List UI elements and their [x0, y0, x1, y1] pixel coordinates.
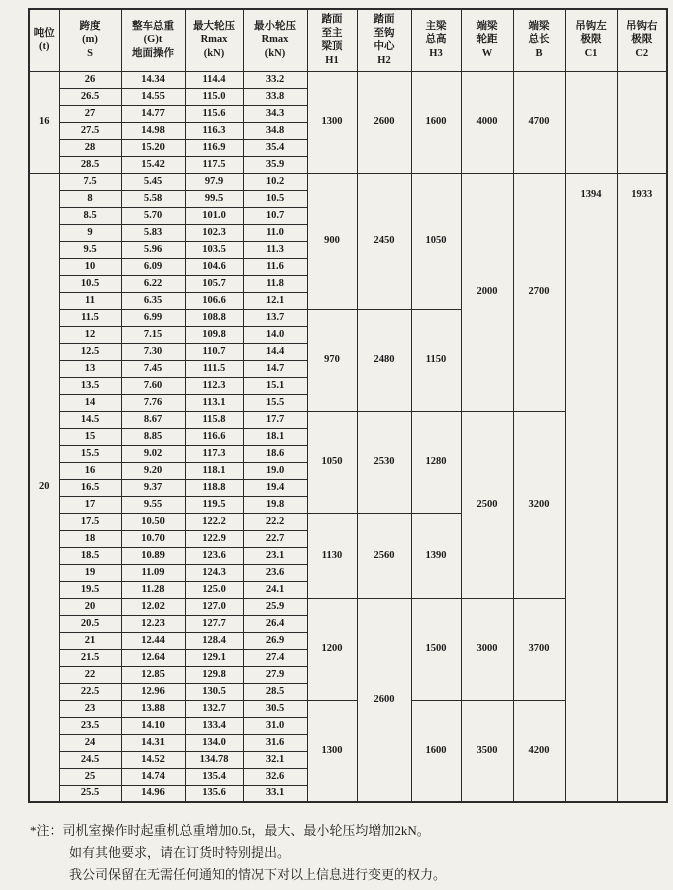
h3-cell: 1600 — [411, 71, 461, 173]
rmax-cell: 116.9 — [185, 139, 243, 156]
rmin-cell: 10.2 — [243, 173, 307, 190]
span-cell: 17 — [59, 496, 121, 513]
w-cell: 3000 — [461, 598, 513, 700]
span-cell: 14.5 — [59, 411, 121, 428]
rmin-cell: 17.7 — [243, 411, 307, 428]
weight-cell: 10.70 — [121, 530, 185, 547]
note-text-3: 我公司保留在无需任何通知的情况下对以上信息进行变更的权力。 — [69, 867, 447, 882]
span-cell: 13 — [59, 360, 121, 377]
h1-cell: 1130 — [307, 513, 357, 598]
rmax-cell: 129.8 — [185, 666, 243, 683]
rmin-cell: 18.6 — [243, 445, 307, 462]
weight-cell: 12.96 — [121, 683, 185, 700]
column-header-span: 跨度 (m) S — [59, 9, 121, 71]
rmin-cell: 14.7 — [243, 360, 307, 377]
weight-cell: 5.45 — [121, 173, 185, 190]
h2-cell: 2530 — [357, 411, 411, 513]
w-cell: 4000 — [461, 71, 513, 173]
rmin-cell: 27.9 — [243, 666, 307, 683]
weight-cell: 7.30 — [121, 343, 185, 360]
rmin-cell: 32.1 — [243, 751, 307, 768]
weight-cell: 8.85 — [121, 428, 185, 445]
rmax-cell: 118.1 — [185, 462, 243, 479]
rmax-cell: 129.1 — [185, 649, 243, 666]
note-text-2: 如有其他要求，请在订货时特别提出。 — [69, 845, 291, 860]
rmax-cell: 105.7 — [185, 275, 243, 292]
span-cell: 11 — [59, 292, 121, 309]
rmax-cell: 99.5 — [185, 190, 243, 207]
rmax-cell: 111.5 — [185, 360, 243, 377]
span-cell: 19 — [59, 564, 121, 581]
span-cell: 9 — [59, 224, 121, 241]
weight-cell: 12.64 — [121, 649, 185, 666]
weight-cell: 6.35 — [121, 292, 185, 309]
h1-cell: 970 — [307, 309, 357, 411]
span-cell: 12 — [59, 326, 121, 343]
rmin-cell: 33.8 — [243, 88, 307, 105]
rmin-cell: 15.5 — [243, 394, 307, 411]
b-cell: 3200 — [513, 411, 565, 598]
rmin-cell: 10.5 — [243, 190, 307, 207]
weight-cell: 7.15 — [121, 326, 185, 343]
h1-cell: 900 — [307, 173, 357, 309]
span-cell: 9.5 — [59, 241, 121, 258]
weight-cell: 14.55 — [121, 88, 185, 105]
rmax-cell: 119.5 — [185, 496, 243, 513]
weight-cell: 9.02 — [121, 445, 185, 462]
header-row — [29, 9, 667, 71]
tonnage-cell: 16 — [29, 71, 59, 173]
weight-cell: 14.77 — [121, 105, 185, 122]
c2-cell — [617, 71, 667, 173]
rmin-cell: 25.9 — [243, 598, 307, 615]
span-cell: 24 — [59, 734, 121, 751]
h1-cell: 1300 — [307, 71, 357, 173]
h3-cell: 1600 — [411, 700, 461, 802]
span-cell: 24.5 — [59, 751, 121, 768]
rmax-cell: 113.1 — [185, 394, 243, 411]
rmax-cell: 115.8 — [185, 411, 243, 428]
rmax-cell: 117.3 — [185, 445, 243, 462]
rmax-cell: 122.2 — [185, 513, 243, 530]
rmax-cell: 133.4 — [185, 717, 243, 734]
b-cell: 2700 — [513, 173, 565, 411]
weight-cell: 9.55 — [121, 496, 185, 513]
span-cell: 18.5 — [59, 547, 121, 564]
h3-cell: 1050 — [411, 173, 461, 309]
rmax-cell: 108.8 — [185, 309, 243, 326]
rmax-cell: 128.4 — [185, 632, 243, 649]
rmin-cell: 19.0 — [243, 462, 307, 479]
tonnage-cell: 20 — [29, 173, 59, 802]
span-cell: 20 — [59, 598, 121, 615]
weight-cell: 14.96 — [121, 785, 185, 802]
span-cell: 28 — [59, 139, 121, 156]
note-text-1: 司机室操作时起重机总重增加0.5t，最大、最小轮压均增加2kN。 — [62, 823, 430, 838]
rmin-cell: 28.5 — [243, 683, 307, 700]
span-cell: 27.5 — [59, 122, 121, 139]
span-cell: 22.5 — [59, 683, 121, 700]
span-cell: 7.5 — [59, 173, 121, 190]
rmin-cell: 15.1 — [243, 377, 307, 394]
column-header-weight: 整车总重 (G)t 地面操作 — [121, 9, 185, 71]
table-body — [29, 71, 667, 802]
span-cell: 15 — [59, 428, 121, 445]
rmin-cell: 18.1 — [243, 428, 307, 445]
span-cell: 23.5 — [59, 717, 121, 734]
rmax-cell: 122.9 — [185, 530, 243, 547]
rmin-cell: 32.6 — [243, 768, 307, 785]
rmin-cell: 14.0 — [243, 326, 307, 343]
weight-cell: 7.60 — [121, 377, 185, 394]
rmax-cell: 109.8 — [185, 326, 243, 343]
weight-cell: 9.20 — [121, 462, 185, 479]
column-header-w: 端梁 轮距 W — [461, 9, 513, 71]
h2-cell: 2560 — [357, 513, 411, 598]
span-cell: 14 — [59, 394, 121, 411]
h1-cell: 1300 — [307, 700, 357, 802]
span-cell: 21 — [59, 632, 121, 649]
c2-cell: 1933 — [617, 173, 667, 802]
rmin-cell: 13.7 — [243, 309, 307, 326]
w-cell: 3500 — [461, 700, 513, 802]
weight-cell: 5.83 — [121, 224, 185, 241]
weight-cell: 11.09 — [121, 564, 185, 581]
b-cell: 4200 — [513, 700, 565, 802]
weight-cell: 12.85 — [121, 666, 185, 683]
weight-cell: 15.42 — [121, 156, 185, 173]
weight-cell: 12.23 — [121, 615, 185, 632]
note-line-3 — [30, 864, 446, 886]
weight-cell: 9.37 — [121, 479, 185, 496]
weight-cell: 14.34 — [121, 71, 185, 88]
rmin-cell: 11.8 — [243, 275, 307, 292]
rmin-cell: 23.1 — [243, 547, 307, 564]
span-cell: 28.5 — [59, 156, 121, 173]
span-cell: 18 — [59, 530, 121, 547]
rmax-cell: 117.5 — [185, 156, 243, 173]
rmin-cell: 14.4 — [243, 343, 307, 360]
rmin-cell: 19.4 — [243, 479, 307, 496]
rmin-cell: 26.9 — [243, 632, 307, 649]
rmin-cell: 12.1 — [243, 292, 307, 309]
weight-cell: 5.58 — [121, 190, 185, 207]
weight-cell: 12.02 — [121, 598, 185, 615]
column-header-rmin: 最小轮压 Rmax (kN) — [243, 9, 307, 71]
rmax-cell: 106.6 — [185, 292, 243, 309]
w-cell: 2000 — [461, 173, 513, 411]
rmax-cell: 116.6 — [185, 428, 243, 445]
b-cell: 4700 — [513, 71, 565, 173]
span-cell: 25.5 — [59, 785, 121, 802]
rmin-cell: 31.0 — [243, 717, 307, 734]
rmin-cell: 34.8 — [243, 122, 307, 139]
rmin-cell: 10.7 — [243, 207, 307, 224]
rmax-cell: 114.4 — [185, 71, 243, 88]
span-cell: 16 — [59, 462, 121, 479]
span-cell: 12.5 — [59, 343, 121, 360]
column-header-c2: 吊钩右 极限 C2 — [617, 9, 667, 71]
h3-cell: 1500 — [411, 598, 461, 700]
rmax-cell: 135.6 — [185, 785, 243, 802]
table-row — [29, 173, 667, 190]
span-cell: 16.5 — [59, 479, 121, 496]
span-cell: 19.5 — [59, 581, 121, 598]
rmin-cell: 24.1 — [243, 581, 307, 598]
rmax-cell: 97.9 — [185, 173, 243, 190]
rmin-cell: 34.3 — [243, 105, 307, 122]
rmin-cell: 31.6 — [243, 734, 307, 751]
rmax-cell: 101.0 — [185, 207, 243, 224]
h2-cell: 2480 — [357, 309, 411, 411]
rmin-cell: 23.6 — [243, 564, 307, 581]
span-cell: 8.5 — [59, 207, 121, 224]
h1-cell: 1050 — [307, 411, 357, 513]
weight-cell: 5.96 — [121, 241, 185, 258]
rmin-cell: 22.2 — [243, 513, 307, 530]
span-cell: 17.5 — [59, 513, 121, 530]
weight-cell: 6.09 — [121, 258, 185, 275]
weight-cell: 14.74 — [121, 768, 185, 785]
rmax-cell: 124.3 — [185, 564, 243, 581]
column-header-b: 端梁 总长 B — [513, 9, 565, 71]
span-cell: 10.5 — [59, 275, 121, 292]
rmax-cell: 123.6 — [185, 547, 243, 564]
h2-cell: 2450 — [357, 173, 411, 309]
weight-cell: 8.67 — [121, 411, 185, 428]
weight-cell: 15.20 — [121, 139, 185, 156]
crane-spec-table — [28, 8, 668, 803]
column-header-rmax: 最大轮压 Rmax (kN) — [185, 9, 243, 71]
span-cell: 23 — [59, 700, 121, 717]
rmax-cell: 134.78 — [185, 751, 243, 768]
note-line-1 — [30, 820, 446, 842]
rmax-cell: 125.0 — [185, 581, 243, 598]
rmax-cell: 112.3 — [185, 377, 243, 394]
weight-cell: 14.52 — [121, 751, 185, 768]
rmin-cell: 19.8 — [243, 496, 307, 513]
h3-cell: 1280 — [411, 411, 461, 513]
rmin-cell: 26.4 — [243, 615, 307, 632]
rmax-cell: 116.3 — [185, 122, 243, 139]
rmax-cell: 130.5 — [185, 683, 243, 700]
column-header-c1: 吊钩左 极限 C1 — [565, 9, 617, 71]
span-cell: 26 — [59, 71, 121, 88]
note-prefix: *注： — [30, 823, 63, 838]
column-header-h1: 踏面 至主 梁顶 H1 — [307, 9, 357, 71]
weight-cell: 14.31 — [121, 734, 185, 751]
rmax-cell: 118.8 — [185, 479, 243, 496]
table-row — [29, 71, 667, 88]
column-header-tonnage: 吨位 (t) — [29, 9, 59, 71]
rmax-cell: 134.0 — [185, 734, 243, 751]
weight-cell: 6.22 — [121, 275, 185, 292]
c1-cell — [565, 71, 617, 173]
weight-cell: 10.89 — [121, 547, 185, 564]
weight-cell: 14.98 — [121, 122, 185, 139]
weight-cell: 10.50 — [121, 513, 185, 530]
span-cell: 13.5 — [59, 377, 121, 394]
span-cell: 22 — [59, 666, 121, 683]
column-header-h2: 踏面 至钩 中心 H2 — [357, 9, 411, 71]
weight-cell: 5.70 — [121, 207, 185, 224]
h3-cell: 1150 — [411, 309, 461, 411]
weight-cell: 7.76 — [121, 394, 185, 411]
weight-cell: 11.28 — [121, 581, 185, 598]
rmax-cell: 110.7 — [185, 343, 243, 360]
rmin-cell: 22.7 — [243, 530, 307, 547]
span-cell: 27 — [59, 105, 121, 122]
h1-cell: 1200 — [307, 598, 357, 700]
span-cell: 20.5 — [59, 615, 121, 632]
weight-cell: 7.45 — [121, 360, 185, 377]
rmax-cell: 127.7 — [185, 615, 243, 632]
c1-cell: 1394 — [565, 173, 617, 802]
span-cell: 26.5 — [59, 88, 121, 105]
rmax-cell: 104.6 — [185, 258, 243, 275]
rmax-cell: 135.4 — [185, 768, 243, 785]
weight-cell: 12.44 — [121, 632, 185, 649]
footnotes — [30, 820, 446, 886]
weight-cell: 6.99 — [121, 309, 185, 326]
span-cell: 11.5 — [59, 309, 121, 326]
rmax-cell: 115.0 — [185, 88, 243, 105]
weight-cell: 13.88 — [121, 700, 185, 717]
span-cell: 8 — [59, 190, 121, 207]
rmin-cell: 35.4 — [243, 139, 307, 156]
rmin-cell: 11.0 — [243, 224, 307, 241]
rmin-cell: 11.3 — [243, 241, 307, 258]
b-cell: 3700 — [513, 598, 565, 700]
span-cell: 21.5 — [59, 649, 121, 666]
rmin-cell: 33.2 — [243, 71, 307, 88]
rmin-cell: 30.5 — [243, 700, 307, 717]
column-header-h3: 主梁 总高 H3 — [411, 9, 461, 71]
rmax-cell: 115.6 — [185, 105, 243, 122]
rmin-cell: 33.1 — [243, 785, 307, 802]
span-cell: 10 — [59, 258, 121, 275]
rmin-cell: 35.9 — [243, 156, 307, 173]
span-cell: 25 — [59, 768, 121, 785]
rmax-cell: 132.7 — [185, 700, 243, 717]
rmin-cell: 11.6 — [243, 258, 307, 275]
weight-cell: 14.10 — [121, 717, 185, 734]
w-cell: 2500 — [461, 411, 513, 598]
h3-cell: 1390 — [411, 513, 461, 598]
span-cell: 15.5 — [59, 445, 121, 462]
rmin-cell: 27.4 — [243, 649, 307, 666]
rmax-cell: 103.5 — [185, 241, 243, 258]
h2-cell: 2600 — [357, 598, 411, 802]
table-header — [29, 9, 667, 71]
rmax-cell: 102.3 — [185, 224, 243, 241]
rmax-cell: 127.0 — [185, 598, 243, 615]
h2-cell: 2600 — [357, 71, 411, 173]
note-line-2 — [30, 842, 446, 864]
